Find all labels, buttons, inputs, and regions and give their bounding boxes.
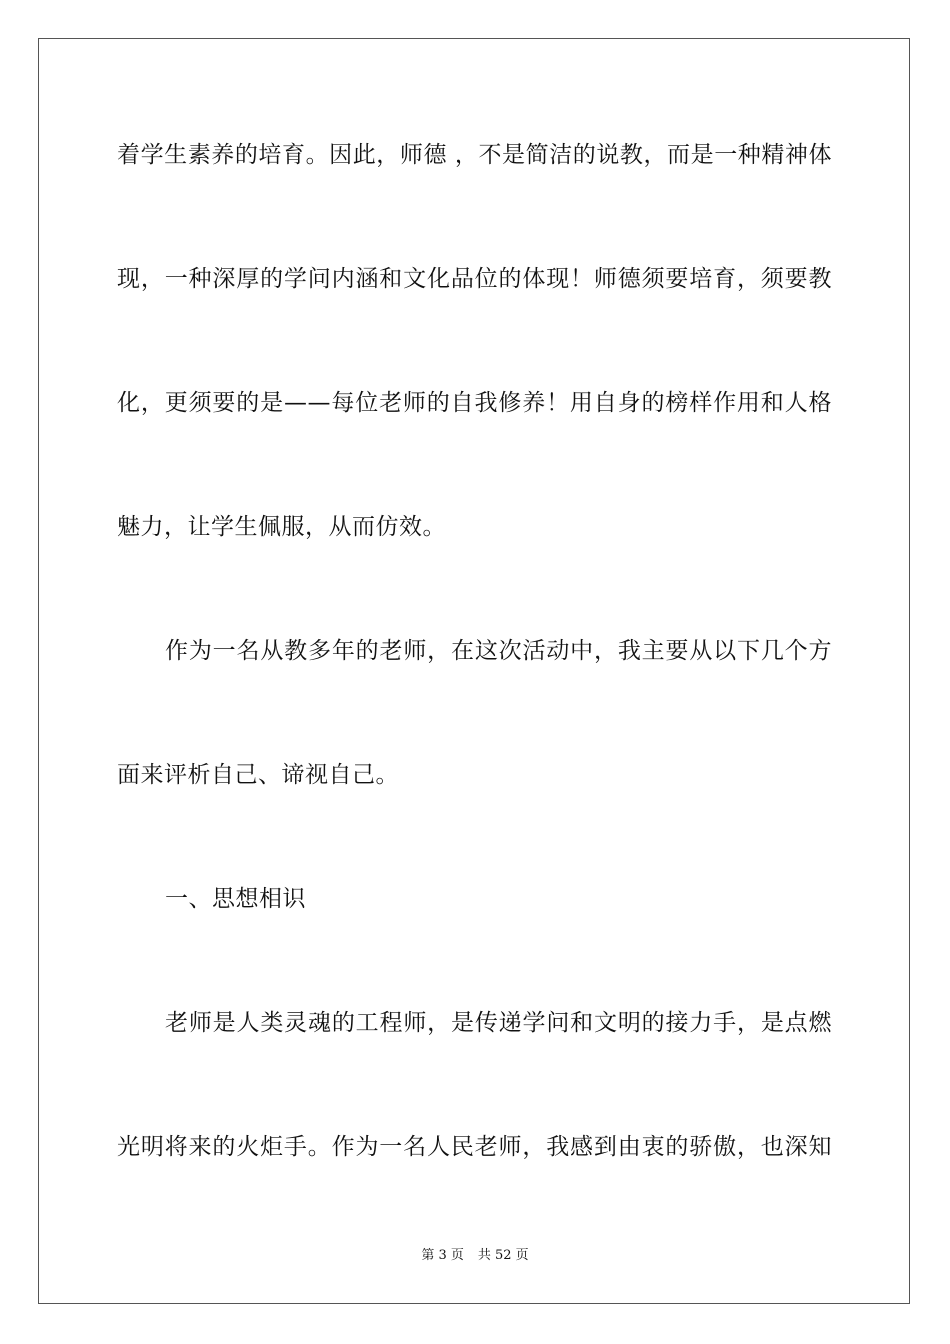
text-line: 化，更须要的是——每位老师的自我修养！用自身的榜样作用和人格 (117, 390, 832, 416)
text-line: 现，一种深厚的学问内涵和文化品位的体现！师德须要培育，须要教 (117, 266, 832, 292)
section-heading: 一、思想相识 (165, 886, 306, 912)
paragraph-first-line: 老师是人类灵魂的工程师，是传递学问和文明的接力手，是点燃 (165, 1010, 832, 1036)
text-line: 着学生素养的培育。因此，师德 ，不是简洁的说教，而是一种精神体 (117, 142, 832, 168)
page-footer (0, 1248, 950, 1264)
page-number: 第 3 页 (421, 1248, 464, 1263)
paragraph-first-line: 作为一名从教多年的老师，在这次活动中，我主要从以下几个方 (165, 638, 832, 664)
page-border (38, 38, 910, 1304)
text-line: 光明将来的火炬手。作为一名人民老师，我感到由衷的骄傲，也深知 (117, 1134, 832, 1160)
text-line: 面来评析自己、谛视自己。 (117, 762, 399, 788)
text-line: 魅力，让学生佩服，从而仿效。 (117, 514, 446, 540)
page-total: 共 52 页 (477, 1248, 529, 1263)
